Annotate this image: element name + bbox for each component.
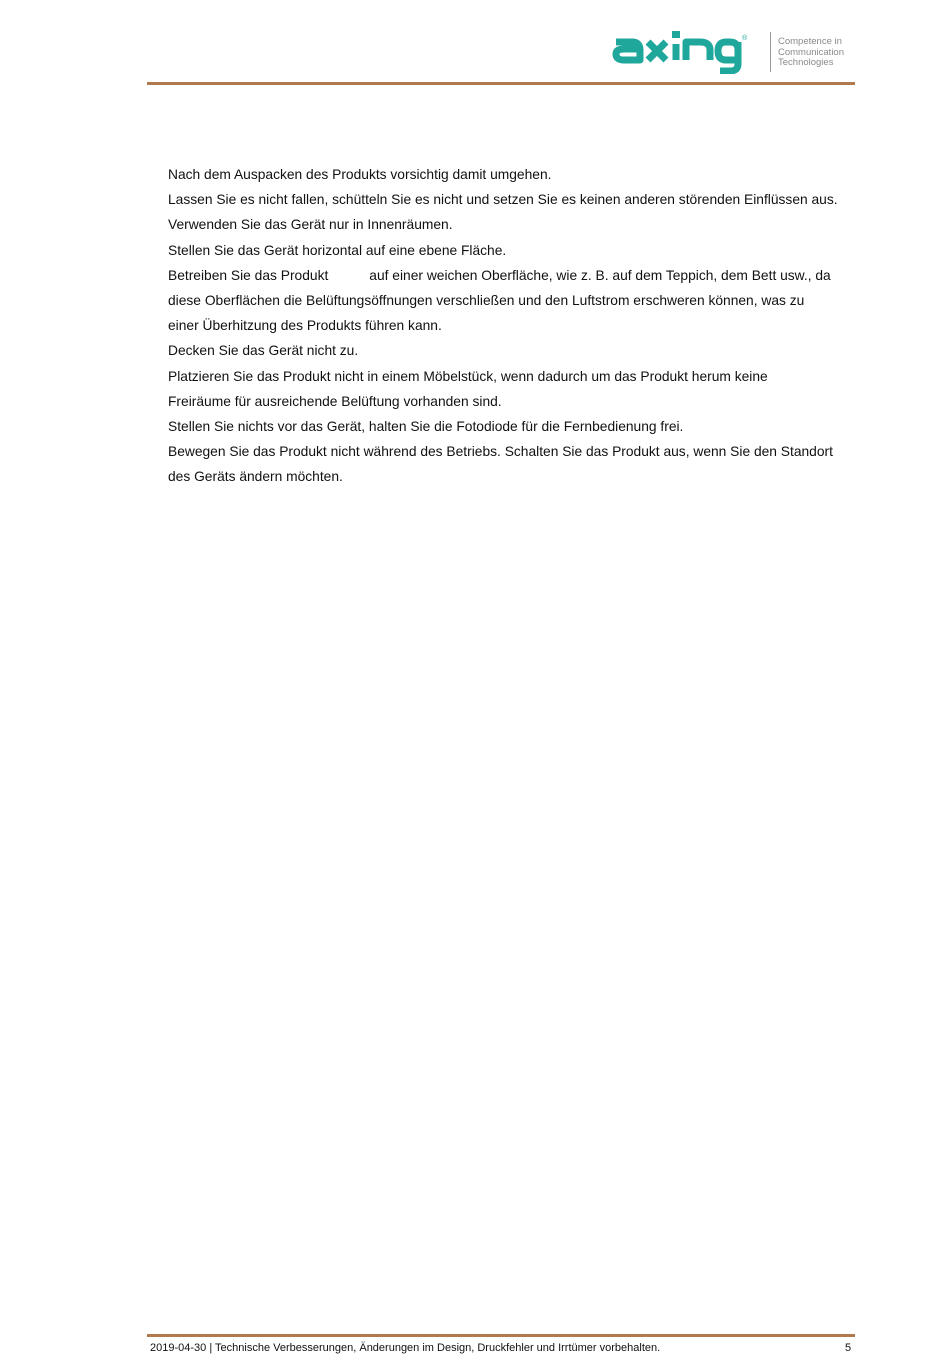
text-line: Bewegen Sie das Produkt nicht während des Betriebs. Schalten Sie das Produkt aus, wenn Sie den Standort bbox=[168, 444, 833, 460]
svg-text:®: ® bbox=[742, 35, 748, 42]
header-rule bbox=[147, 82, 855, 85]
text-line: Verwenden Sie das Gerät nur in Innenräumen. bbox=[168, 217, 453, 233]
footer-rule bbox=[147, 1334, 855, 1337]
text-fragment: Betreiben Sie das Produkt bbox=[168, 267, 329, 283]
text-line: des Geräts ändern möchten. bbox=[168, 469, 343, 485]
text-line: diese Oberflächen die Belüftungsöffnungen verschließen und den Luftstrom erschweren können, was zu bbox=[168, 293, 805, 309]
tagline-line: Communication bbox=[778, 46, 844, 58]
text-line: Decken Sie das Gerät nicht zu. bbox=[168, 343, 359, 359]
axing-logo bbox=[610, 30, 860, 76]
logo-divider bbox=[770, 32, 771, 72]
tagline-line: Technologies bbox=[778, 57, 834, 68]
page-header bbox=[0, 0, 950, 86]
logo-tagline bbox=[778, 37, 844, 69]
text-line bbox=[168, 263, 868, 288]
text-fragment: auf einer weichen Oberfläche, wie z. B. auf dem Teppich, dem Bett usw., da bbox=[369, 267, 831, 283]
page-number: 5 bbox=[845, 1342, 852, 1354]
text-line: Platzieren Sie das Produkt nicht in einem Möbelstück, wenn dadurch um das Produkt herum keine bbox=[168, 368, 768, 384]
tagline-line: Competence in bbox=[778, 36, 842, 47]
footer-disclaimer: 2019-04-30 | Technische Verbesserungen, Änderungen im Design, Druckfehler und Irrtümer vorbehalten. bbox=[150, 1342, 661, 1354]
text-line: Nach dem Auspacken des Produkts vorsichtig damit umgehen. bbox=[168, 167, 552, 182]
text-line: Freiräume für ausreichende Belüftung vorhanden sind. bbox=[168, 393, 502, 409]
text-line: Stellen Sie das Gerät horizontal auf eine ebene Fläche. bbox=[168, 242, 507, 258]
text-line: Lassen Sie es nicht fallen, schütteln Sie es nicht und setzen Sie es keinen anderen störenden Einflüssen aus. bbox=[168, 192, 838, 208]
text-line: Stellen Sie nichts vor das Gerät, halten Sie die Fotodiode für die Fernbedienung frei. bbox=[168, 419, 684, 435]
axing-wordmark bbox=[610, 30, 768, 74]
body-text bbox=[168, 162, 868, 490]
text-line: einer Überhitzung des Produkts führen kann. bbox=[168, 318, 442, 334]
